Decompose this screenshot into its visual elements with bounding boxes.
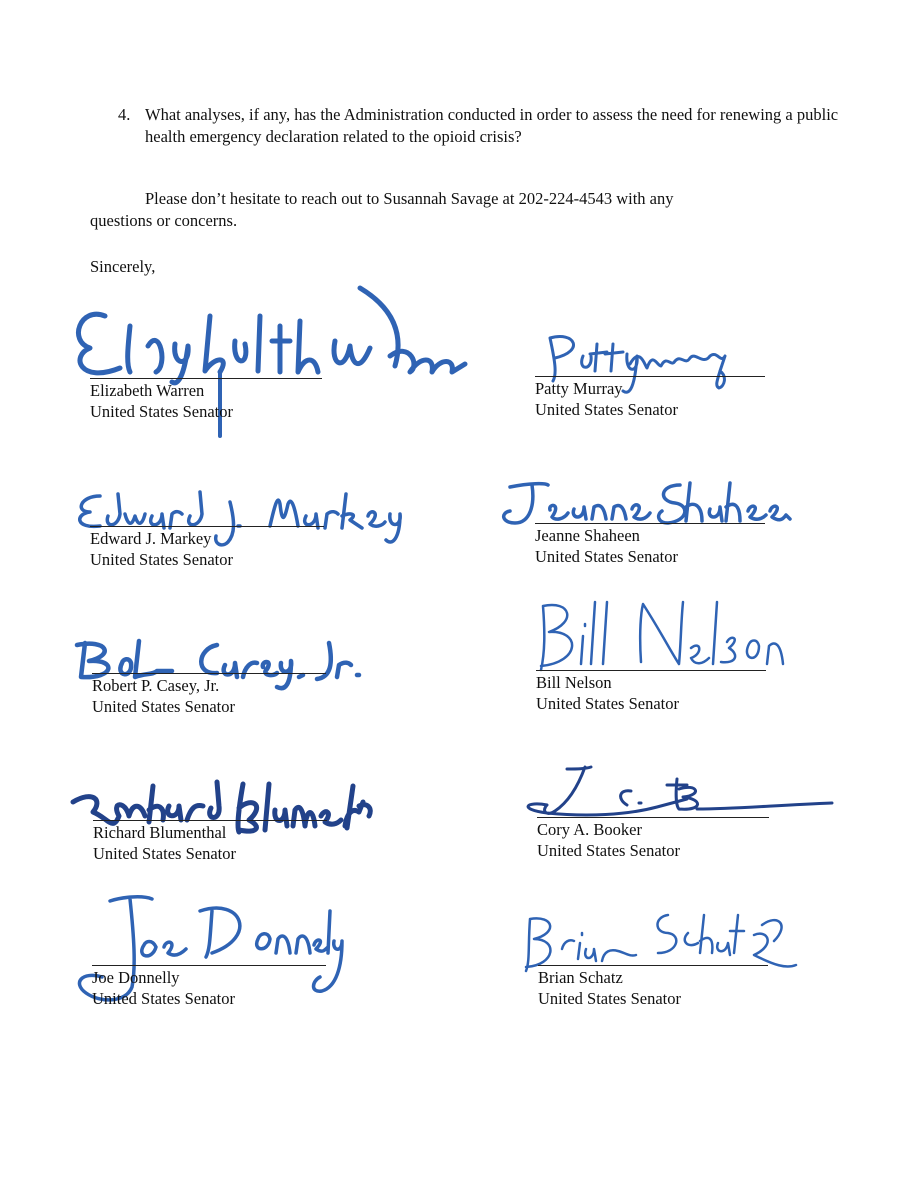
signatory-title: United States Senator <box>536 694 679 713</box>
signatory-name: Joe Donnelly <box>92 968 180 987</box>
signatory-title: United States Senator <box>93 844 236 863</box>
contact-paragraph-line2: questions or concerns. <box>90 211 238 230</box>
signatory-name: Cory A. Booker <box>537 820 642 839</box>
signature-line <box>92 965 326 966</box>
signature-line <box>92 673 326 674</box>
signatory-name: Bill Nelson <box>536 673 612 692</box>
signatory-name: Elizabeth Warren <box>90 381 205 400</box>
signatory-title: United States Senator <box>92 989 235 1008</box>
contact-paragraph-line1: Please don’t hesitate to reach out to Susannah Savage at 202-224-4543 with any <box>145 189 674 208</box>
signatory-title: United States Senator <box>538 989 681 1008</box>
closing-salutation: Sincerely, <box>90 257 156 276</box>
signatory-name: Edward J. Markey <box>90 529 212 548</box>
signatory-title: United States Senator <box>90 402 233 421</box>
signatory-name: Richard Blumenthal <box>93 823 227 842</box>
signatory-title: United States Senator <box>90 550 233 569</box>
signature-line <box>93 820 327 821</box>
signatory-title: United States Senator <box>92 697 235 716</box>
handwritten-signature-nelson <box>531 592 791 682</box>
question-text: What analyses, if any, has the Administration conducted in order to assess the need for renewing a public health emergency declaration related to the opioid crisis? <box>145 105 839 146</box>
signatory-title: United States Senator <box>537 841 680 860</box>
signature-line <box>535 523 765 524</box>
signatory-name: Jeanne Shaheen <box>535 526 640 545</box>
signatory-name: Brian Schatz <box>538 968 623 987</box>
signature-line <box>537 817 769 818</box>
signatory-name: Patty Murray <box>535 379 623 398</box>
signatory-title: United States Senator <box>535 400 678 419</box>
signature-line <box>90 526 324 527</box>
signatory-title: United States Senator <box>535 547 678 566</box>
signature-line <box>538 965 768 966</box>
signature-line <box>90 378 322 379</box>
question-number: 4. <box>118 105 131 124</box>
signatory-name: Robert P. Casey, Jr. <box>92 676 220 695</box>
signature-line <box>535 376 765 377</box>
signature-line <box>536 670 766 671</box>
